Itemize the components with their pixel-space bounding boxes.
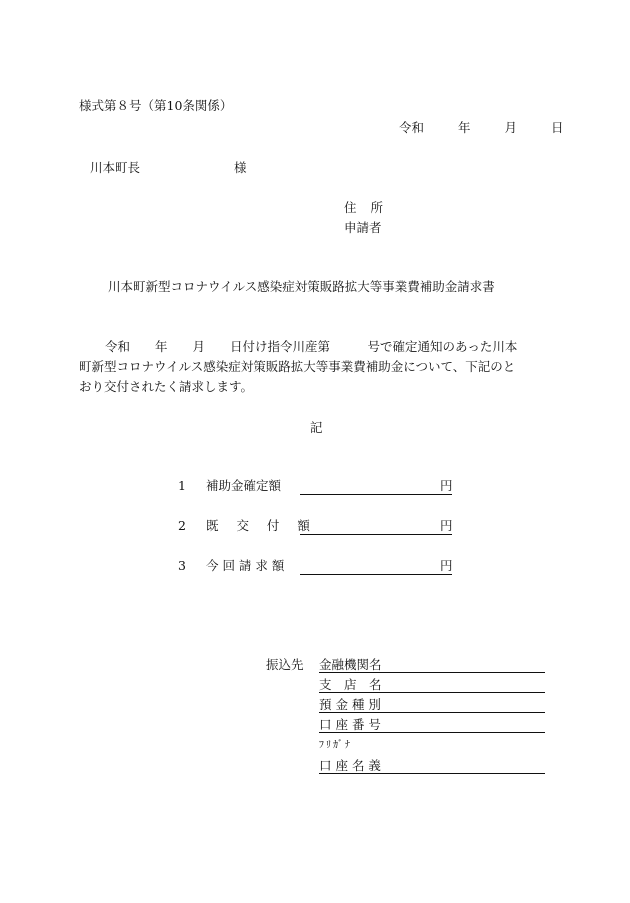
item-number: 2 bbox=[178, 518, 186, 533]
item-label: 補助金確定額 bbox=[205, 478, 281, 493]
bank-row-account-holder[interactable]: 口 座 名 義 bbox=[319, 756, 545, 774]
bank-heading: 振込先 bbox=[266, 657, 304, 672]
body-line-2: 町新型コロナウイルス感染症対策販路拡大等事業費補助金について、下記のと bbox=[79, 359, 516, 374]
ki-heading: 記 bbox=[310, 420, 323, 435]
yen-unit: 円 bbox=[439, 478, 453, 493]
body-paragraph bbox=[79, 337, 555, 397]
item-subsidy-confirmed bbox=[178, 476, 452, 495]
item-label: 既 交 付 額 bbox=[205, 518, 317, 533]
addressee-name: 川本町長 bbox=[90, 160, 141, 175]
date-era: 令和 bbox=[399, 120, 425, 135]
applicant-label: 申請者 bbox=[344, 220, 382, 235]
body-line-3: おり交付されたく請求します。 bbox=[79, 379, 254, 394]
yen-unit: 円 bbox=[439, 518, 453, 533]
address-label-1: 住 bbox=[344, 200, 357, 215]
item-number: 1 bbox=[178, 478, 186, 493]
address-label-2: 所 bbox=[370, 200, 384, 215]
bank-row-branch[interactable]: 支 店 名 bbox=[319, 675, 545, 693]
bank-row-furigana[interactable]: ﾌﾘｶﾞﾅ bbox=[319, 740, 352, 751]
item-number: 3 bbox=[178, 558, 186, 573]
bank-row-account-number[interactable]: 口 座 番 号 bbox=[319, 715, 545, 733]
form-number: 様式第８号（第10条関係） bbox=[79, 98, 233, 113]
addressee bbox=[90, 158, 247, 176]
amount-field[interactable] bbox=[300, 480, 440, 495]
bank-row-account-type[interactable]: 預 金 種 別 bbox=[319, 695, 545, 713]
date-line bbox=[399, 118, 563, 136]
document-title: 川本町新型コロナウイルス感染症対策販路拡大等事業費補助金請求書 bbox=[108, 279, 495, 294]
amount-field[interactable] bbox=[300, 560, 440, 575]
addressee-honorific: 様 bbox=[234, 160, 247, 175]
address-label bbox=[344, 198, 383, 216]
yen-unit: 円 bbox=[439, 558, 453, 573]
amount-field[interactable] bbox=[300, 520, 440, 535]
date-year: 年 bbox=[457, 120, 471, 135]
item-already-paid bbox=[178, 516, 452, 535]
item-label: 今 回 請 求 額 bbox=[205, 558, 285, 573]
bank-row-institution[interactable]: 金融機関名 bbox=[319, 655, 545, 673]
body-line-1: 令和 年 月 日付け指令川産第 号で確定通知のあった川本 bbox=[105, 339, 518, 354]
date-month: 月 bbox=[504, 120, 517, 135]
item-current-request bbox=[178, 556, 452, 575]
date-day: 日 bbox=[550, 120, 564, 135]
